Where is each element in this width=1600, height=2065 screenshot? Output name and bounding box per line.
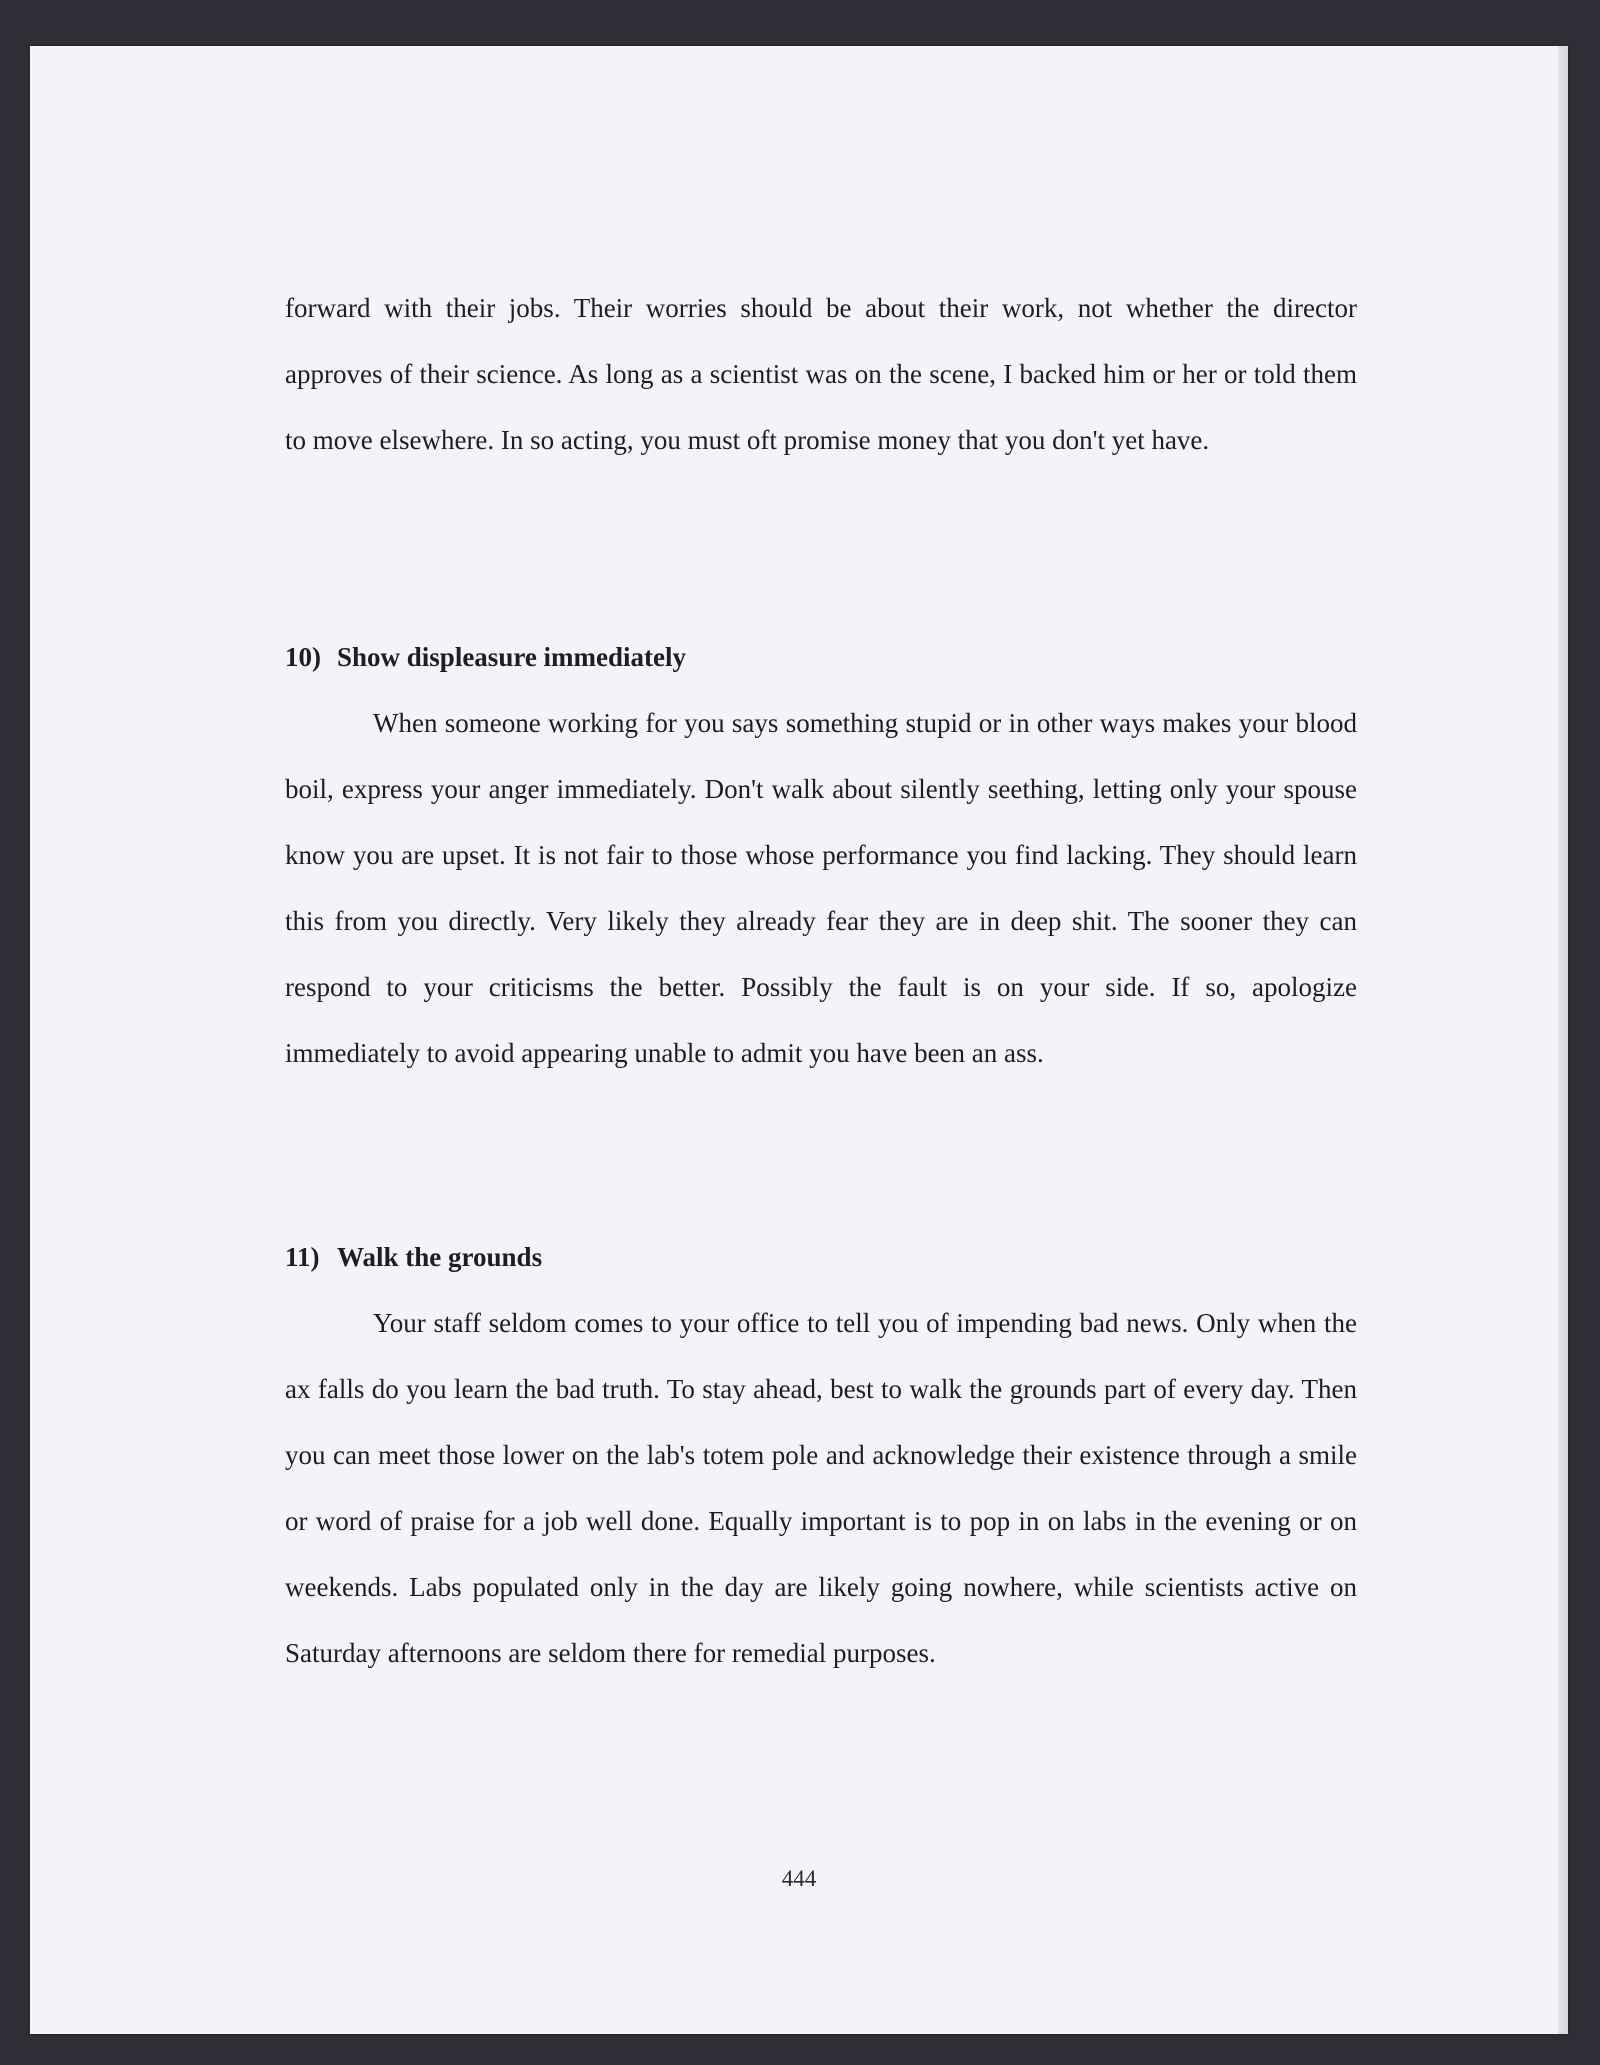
section-number: 11) bbox=[285, 1242, 320, 1272]
section-title: Walk the grounds bbox=[337, 1242, 543, 1272]
section-title: Show displeasure immediately bbox=[337, 642, 687, 672]
section-body: Your staff seldom comes to your office to tell you of impending bad news. Only when the ax falls do you learn the bad truth. To stay ahead, best to walk the grounds part of every day. Then you can meet those lower on the lab's totem pole and acknowledge their existence through a smile or word of praise for a job well done. Equally important is to pop in on labs in the evening or on weekends. Labs populated only in the day are likely going nowhere, while scientists active on Saturday afternoons are seldom there for remedial purposes. bbox=[285, 1308, 1357, 1668]
section-10 bbox=[285, 624, 1357, 1086]
document-page bbox=[30, 46, 1568, 2034]
section-heading bbox=[285, 624, 1357, 690]
page-number: 444 bbox=[781, 1866, 817, 1891]
page-edge bbox=[1558, 46, 1568, 2034]
section-heading bbox=[285, 1224, 1357, 1290]
section-number: 10) bbox=[285, 642, 321, 672]
continuation-paragraph: forward with their jobs. Their worries should be about their work, not whether the director approves of their science. As long as a scientist was on the scene, I backed him or her or told them to move elsewhere. In so acting, you must oft promise money that you don't yet have. bbox=[285, 293, 1357, 455]
continuation-block bbox=[285, 275, 1357, 473]
section-body: When someone working for you says something stupid or in other ways makes your blood boil, express your anger immediately. Don't walk about silently seething, letting only your spouse know you are upset. It is not fair to those whose performance you find lacking. They should learn this from you directly. Very likely they already fear they are in deep shit. The sooner they can respond to your criticisms the better. Possibly the fault is on your side. If so, apologize immediately to avoid appearing unable to admit you have been an ass. bbox=[285, 708, 1357, 1068]
section-11 bbox=[285, 1224, 1357, 1686]
